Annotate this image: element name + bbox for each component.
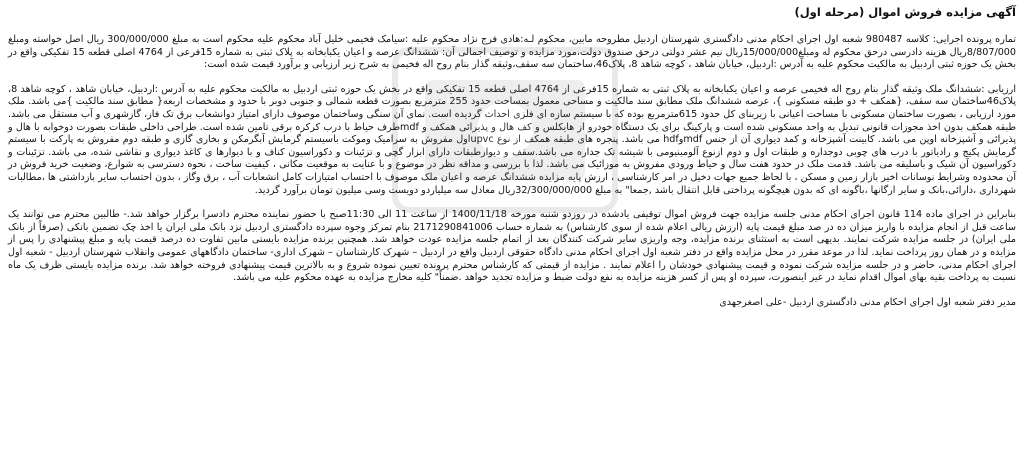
- signature-line: مدیر دفتر شعبه اول اجرای احکام مدنی دادگستری اردبیل -علی اصغرجهدی: [719, 296, 1016, 308]
- appraisal-paragraph: ارزیابی :ششدانگ ملک وثیقه گذار بنام روح اله فخیمی عرصه و اعیان یکبابخانه به پلاک ثبتی به شماره 15فرعی از 4764 اصلی قطعه 15 تفکیکی واقع در بخش یک حوزه ثبتی اردبیل به مالکیت محکوم علیه به آدرس :اردبیل، خیابان شاهد ، کوچه شاهد 8، پلاک46ساختمان سه سقف، {همکف + دو طبقه مسکونی }، عرصه ششدانگ ملک مطابق سند مالکیت و مساحی معمول بمساحت حدود 255 مترمربع بصورت قطعه شمالی و جنوبی دوبر با حدود و مشخصات اربعه{ مطابق سند مالکیت }می باشد. ملک مورد ارزیابی ، بصورت ساختمان مسکونی با مساحت اعیانی با زیربنای کل حدود 615مترمربع بوده که با سیستم سازه ای فلزی احداث گردیده است. نمای آن سنگی وساختمان موصوف دارای امتیاز دوانشعاب برق تک فاز، گازشهری و آب مستقل می باشد. طبقه همکف بدون اخذ مجوزات قانونی تبدیل به واحد مسکونی شده است و پارکینگ برای یک دستگاه خودرو از هایکلس و کف هال و پذیرائی همکف و mdfطرف حیاط با درب کرکره برقی تامین شده است. طراحی داخلی طبقات بصورت دوخوابه با هال و پذیرائی و آشپزخانه اوپن می باشد. کابینت آشپزخانه و کمد دیواری آن از جنس mdfوhdf می باشد. پنجره های طبقه همکف از نوع upvcاول مفروش به سرامیک وموکت باسیستم گرمایش آبگرمکن و بخاری گازی و طبقه دوم مفروش به پارکت با سیستم گرمایش پکیج و رادیاتور با درب های چوبی دوجداره و طبقات اول و دوم ازنوع آلومینیومی با شیشه تک جداره می باشد.سقف و دیوارطبقات دارای ابزار گچی و تزئینات و دکوراسیون کناف و با دیوارها ی کاغذ دیواری و نقاشی شده، می باشد. تزئینات و دکوراسیون آن شیک و باسلیقه می باشد. قدمت ملک در حدود هفت سال و حیاط ورودی مفروش به موزائیک می باشد. لذا با بررسی و مداقه نظر در موضوع و با عنایت به موقعیت مکانی ، کیفیت ساخت ، نحوه دسترسی به شوارع، وضعیت خرید فروش در آن محدوده وشرایط نوسانات اخیر بازار زمین و مسکن ، با لحاظ جمیع جهات دخیل در امر کارشناسی ، ارزش پایه مزایده ششدانگ عرصه و اعیان ملک موصوف با احتساب امتیازات کامل انشعابات آب ، برق وگاز ، بدون احتساب سایر بازداشتی ها ،مطالبات شهرداری ،دارائی،بانک و سایر ارگانها ،باگونه ای که بدون هیچگونه پرداختی قابل انتقال باشد ,جمعا" به مبلغ 32/300/000/000ریال معادل سه میلیاردو دویست وسی میلیون تومان برآورد گردید.: [8, 83, 1017, 196]
- auction-conditions-paragraph: بنابراین در اجرای ماده 114 قانون اجرای احکام مدنی جلسه مزایده جهت فروش اموال توقیفی یادشده در روزدو شنبه مورخه 1400/11/18 از ساعت 11 الی 11:30صبح با حضور نماینده محترم دادسرا برگزار خواهد شد.- طالبین محترم می توانند یک ساعت قبل از انجام مزایده با واریز میزان ده در صد مبلغ قیمت پایه (ارزش ریالی اعلام شده از سوی کارشناس) به شماره حساب 2171290841006 بنام تمرکز وجوه سپرده دادگستری اردبیل نزد بانک ملی ایران یا اخذ چک تضمین بانکی (صرفاً از بانک ملی ایران) در جلسه مزایده شرکت نمایند. بدیهی است به استثنای برنده مزایده، وجه واریزی سایر شرکت کنندگان بعد از اتمام جلسه مزایده عودت خواهد شد. همچنین برنده مزایده بایستی مابین تفاوت ده درصد قیمت پایه و مبلغ پیشنهادی را پس از مزایده و در همان روز پرداخت نماید. لذا در موعد مقرر در محل مزایده واقع در دفتر شعبه اول اجرای احکام مدنی دادگاه حقوقی اردبیل واقع در اردبیل – شهرک کارشناسان – شهرک اداری- ساختمان دادگاههای عمومی وانقلاب شهرستان اردبیل - شعبه اول اجرای احکام مدنی، حاضر و در جلسه مزایده شرکت نموده و قیمت پیشنهادی خودشان را اعلام نمایند . مزایده از قیمتی که کارشناس محترم پرونده تعیین نموده شروع و به بالاترین قیمت پیشنهادی فروخته خواهد شد. برنده مزایده بایستی ظرف یک ماه نسبت به پرداخت بقیه بهای اموال اقدام نماید در غیر اینصورت، سپرده او پس از کسر هزینه مزایده به نفع دولت ضبط و مزایده تجدید خواهد .ضمناً" کلیه مخارج مزایده به عهده محکوم علیه می باشد.: [8, 209, 1016, 284]
- page-title: آگهی مزایده فروش اموال (مرحله اول): [794, 5, 1016, 19]
- auction-notice: [8, 4, 1016, 448]
- case-summary-paragraph: تماره پرونده اجرایی: کلاسه 980487 شعبه اول اجرای احکام مدنی دادگستری شهرستان اردبیل مطروحه مابین، محکوم لـه:هادی فرج نژاد محکوم علیه :سیامک فخیمی خلیل آباد محکوم علیه محکوم است به مبلغ 300/000/000 ریال اصل خواسته ومبلغ 8/807/000ریال هزینه دادرسی درحق محکوم له ومبلغ15/000/000ریال نیم عشر دولتی درحق صندوق دولت،مورد مزایده و توصیف اجمالی آن: ششدانگ عرصه و اعیان یکبابخانه به پلاک ثبتی به شماره 15فرعی از 4764 اصلی قطعه 15 تفکیکی واقع در بخش یک حوزه ثبتی اردبیل به مالکیت محکوم علیه به آدرس :اردبیل، خیابان شاهد ، کوچه شاهد 8، پلاک46،ساختمان سه سقف،وثیقه گذار بنام روح اله فخیمی به شرح زیر ارزیابی و برآورد قیمت شده است:: [8, 34, 1017, 71]
